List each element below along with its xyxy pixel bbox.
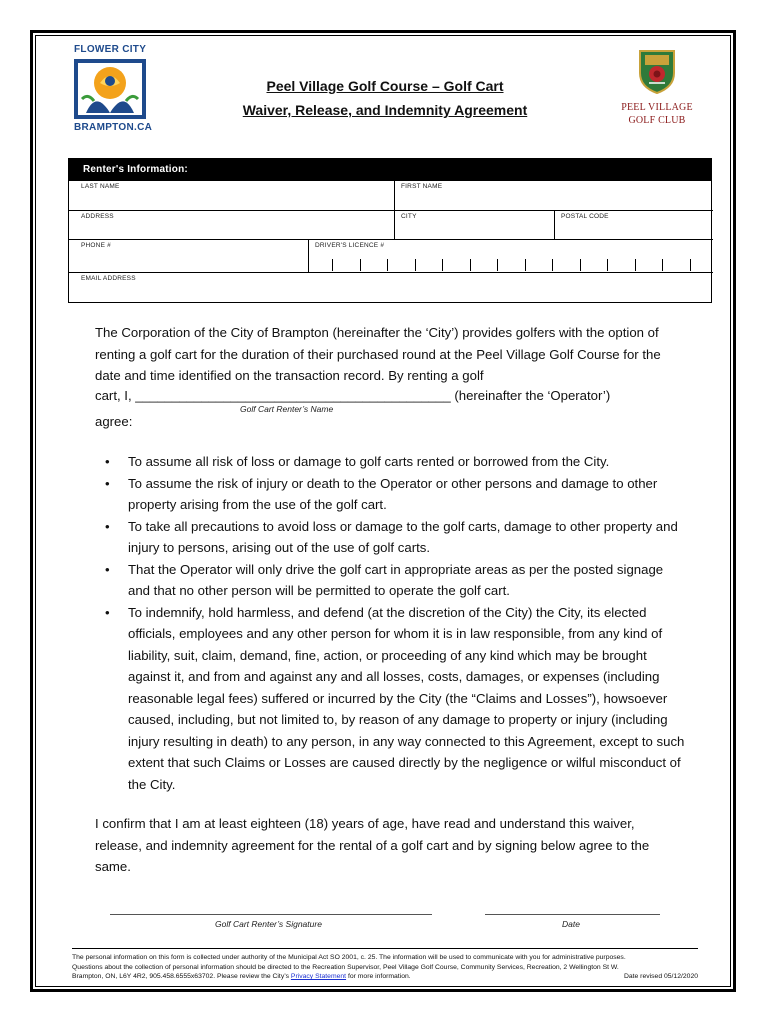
peel-village-logo: [612, 47, 702, 126]
privacy-footer: [72, 948, 698, 982]
address-field[interactable]: ADDRESS: [81, 213, 114, 220]
flower-city-emblem-icon: [74, 59, 146, 119]
golf-club-crest-icon: [636, 47, 678, 95]
footer-line-3: Brampton, ON, L6Y 4R2, 905.458.6555x63702. Please review the City’s Privacy Statement for more information. Date revised 05/12/2020: [72, 973, 698, 980]
licence-digit-tick: [635, 259, 636, 271]
table-divider: [308, 239, 309, 272]
club-name-line-1: PEEL VILLAGE: [621, 102, 693, 113]
renter-information-table: [68, 158, 712, 303]
licence-digit-tick: [552, 259, 553, 271]
postal-code-field[interactable]: POSTAL CODE: [561, 213, 609, 220]
list-item: • To indemnify, hold harmless, and defend (at the discretion of the City) the City, its elected officials, employees and any other person for whom it is in law responsible, from any kind of liability, suit, claim, demand, fine, action, or proceeding of any kind which may be brought against it, and from and against any and all losses, costs, damages, or expenses (including reasonable legal fees) suffered or incurred by the City (the “Claims and Losses”), howsoever caused, including, but not limited to, by reason of any damage to property or injury (including injury resulting in death) to any person, in any way connected to this Agreement, except to such extent that such Claims or Losses are caused directly by the negligence or wilful misconduct of the City.: [105, 604, 685, 792]
table-divider: [554, 210, 555, 239]
email-address-field[interactable]: EMAIL ADDRESS: [81, 275, 136, 282]
confirmation-paragraph: I confirm that I am at least eighteen (18) years of age, have read and understand this waiver, release, and indemnity agreement for the rental of a golf cart and by signing below agree to the same.: [95, 816, 650, 874]
privacy-statement-link[interactable]: Privacy Statement: [290, 973, 347, 980]
list-item: • That the Operator will only drive the golf cart in appropriate areas as per the posted signage and that no other person will be permitted to operate the golf cart.: [105, 561, 664, 598]
licence-digit-tick: [607, 259, 608, 271]
logo-brampton-ca-text: BRAMPTON.CA: [74, 122, 153, 133]
phone-field[interactable]: PHONE #: [81, 242, 111, 249]
signature-caption: Golf Cart Renter’s Signature: [215, 919, 322, 929]
licence-digit-tick: [442, 259, 443, 271]
document-title: [200, 74, 570, 122]
renter-name-line[interactable]: cart, I, ___________________________________________ (hereinafter the ‘Operator’): [95, 388, 611, 403]
signature-line[interactable]: [110, 914, 432, 915]
list-item: • To assume all risk of loss or damage to golf carts rented or borrowed from the City.: [105, 454, 610, 469]
date-line[interactable]: [485, 914, 660, 915]
table-rule: [69, 272, 713, 273]
table-rule: [69, 210, 713, 211]
licence-digit-tick: [497, 259, 498, 271]
licence-digit-tick: [332, 259, 333, 271]
club-name-line-2: GOLF CLUB: [628, 115, 686, 126]
table-rule: [69, 239, 713, 240]
drivers-licence-field[interactable]: DRIVER'S LICENCE #: [315, 242, 385, 249]
licence-digit-tick: [387, 259, 388, 271]
agreement-terms-list: [95, 451, 685, 795]
licence-digit-tick: [415, 259, 416, 271]
licence-digit-tick: [360, 259, 361, 271]
city-field[interactable]: CITY: [401, 213, 417, 220]
agree-text: agree:: [95, 414, 133, 429]
licence-digit-tick: [525, 259, 526, 271]
title-line-2: Waiver, Release, and Indemnity Agreement: [242, 102, 528, 118]
licence-digit-tick: [470, 259, 471, 271]
licence-digit-tick: [690, 259, 691, 271]
brampton-logo: [74, 44, 153, 133]
footer-line-1: The personal information on this form is collected under authority of the Municipal Act SO 2001, c. 25. The information will be used to communicate with you for administrative purposes.: [72, 954, 626, 961]
logo-flower-city-text: FLOWER CITY: [74, 44, 147, 55]
renter-name-caption: Golf Cart Renter’s Name: [240, 404, 334, 414]
date-caption: Date: [562, 919, 580, 929]
date-revised: Date revised 05/12/2020: [623, 973, 698, 980]
title-line-1: Peel Village Golf Course – Golf Cart: [266, 78, 504, 94]
table-divider: [394, 181, 395, 239]
list-item: • To take all precautions to avoid loss or damage to the golf carts, damage to other property and injury to persons, arising out of the use of golf carts.: [105, 518, 678, 555]
first-name-field[interactable]: FIRST NAME: [401, 183, 443, 190]
intro-paragraph: The Corporation of the City of Brampton (hereinafter the ‘City’) provides golfers with the option of renting a golf cart for the duration of their purchased round at the Peel Village Golf Course for the date and time identified on the transaction record. By renting a golf: [95, 325, 661, 383]
licence-digit-tick: [580, 259, 581, 271]
last-name-field[interactable]: LAST NAME: [81, 183, 120, 190]
licence-digit-tick: [662, 259, 663, 271]
footer-line-2: Questions about the collection of personal information should be directed to the Recreation Supervisor, Peel Village Golf Course, Community Services, Recreation, 2 Wellington St W.: [72, 963, 619, 971]
list-item: • To assume the risk of injury or death to the Operator or other persons and damage to other property arising from the use of the golf cart.: [105, 475, 658, 512]
renter-header-text: Renter's Information:: [83, 164, 188, 175]
